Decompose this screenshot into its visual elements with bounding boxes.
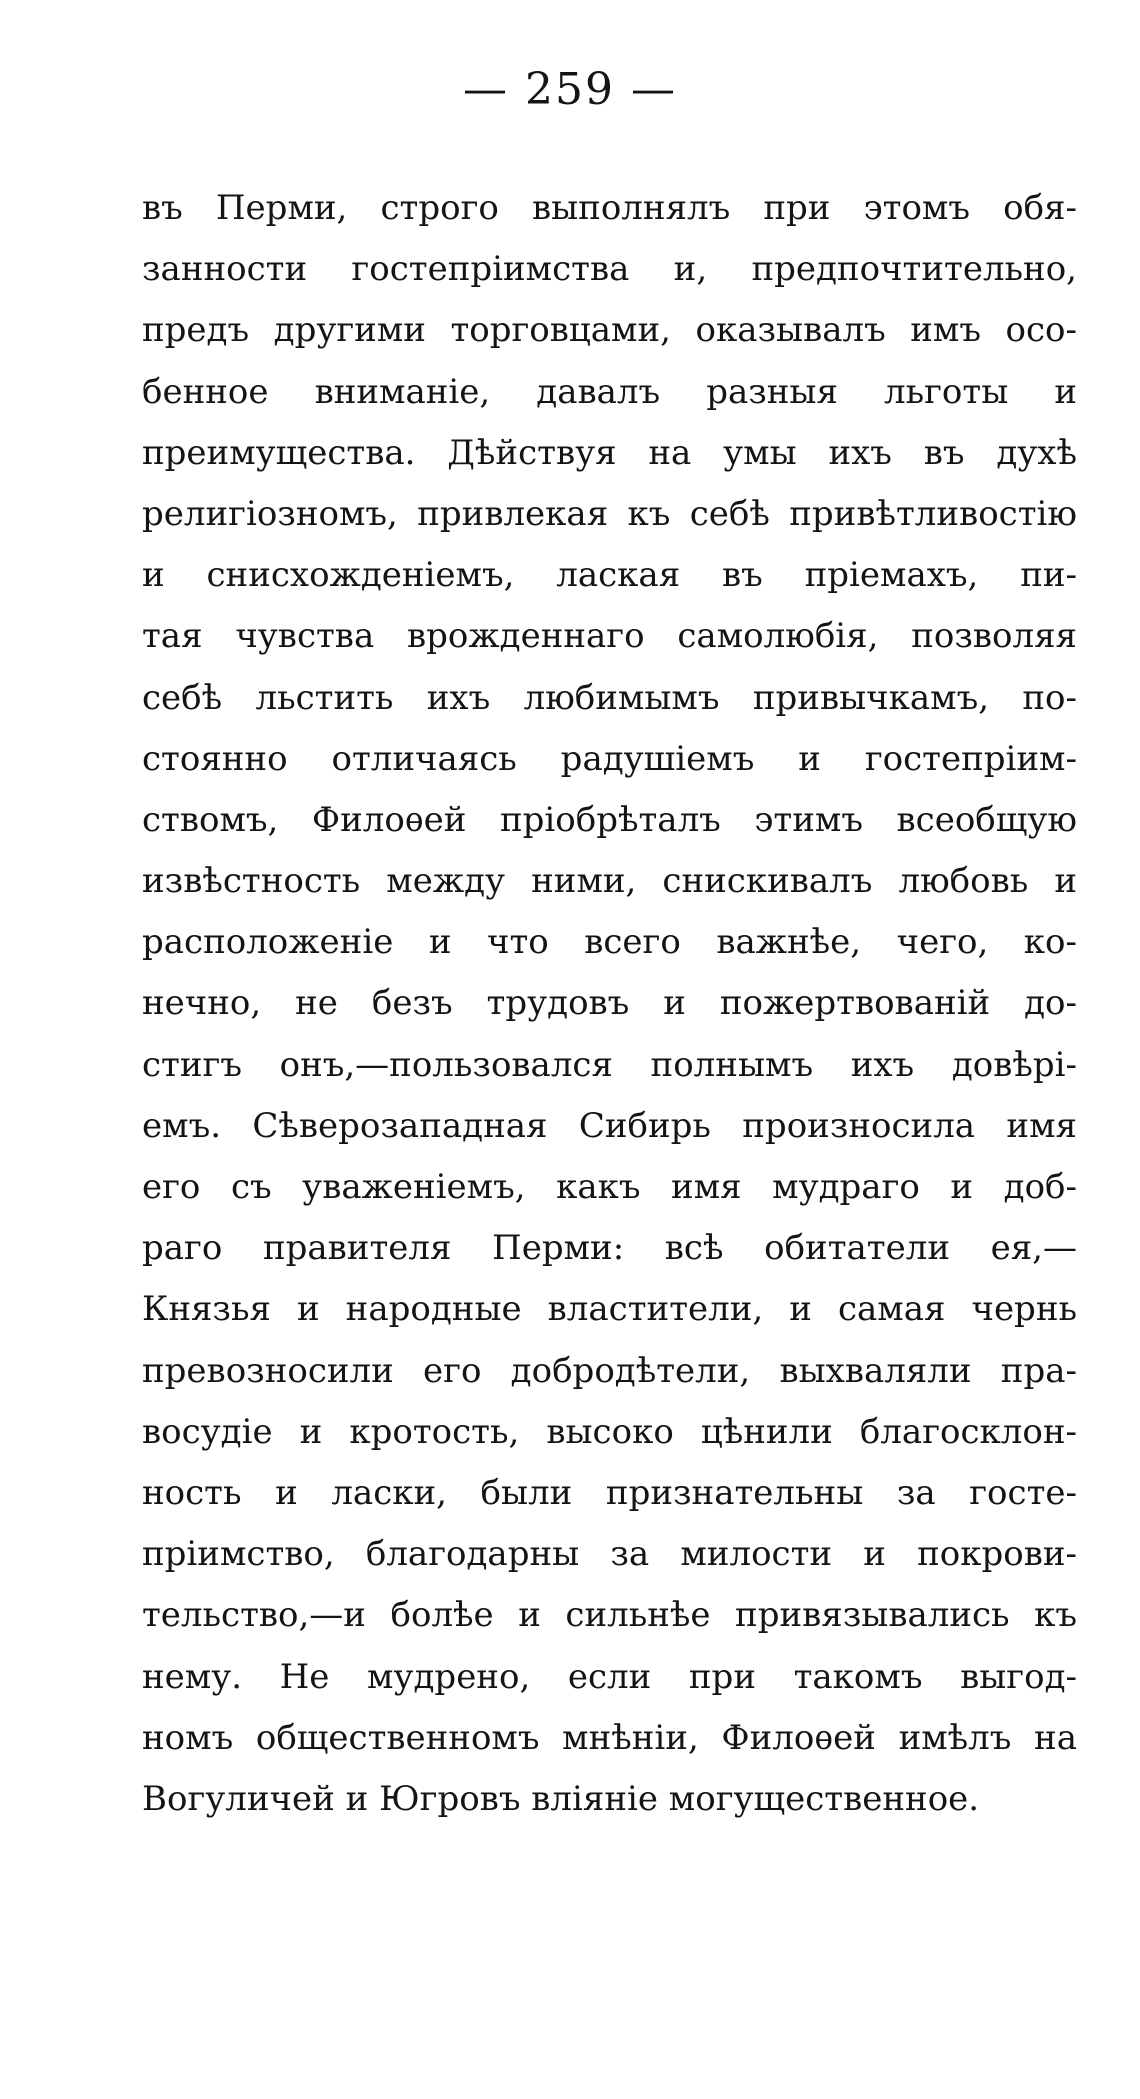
text-line: бенное вниманіе, давалъ разныя льготы и <box>142 371 1077 412</box>
text-line: превозносили его добродѣтели, выхваляли пра- <box>142 1350 1077 1391</box>
text-line: Вогуличей и Югровъ вліяніе могущественное. <box>142 1778 980 1819</box>
text-line: стигъ онъ,—пользовался полнымъ ихъ довѣрі- <box>142 1044 1077 1085</box>
text-line: стоянно отличаясь радушіемъ и гостепріим- <box>142 738 1077 779</box>
text-line: раго правителя Перми: всѣ обитатели ея,— <box>142 1228 1077 1269</box>
page-number: — 259 — <box>463 64 677 115</box>
text-line: пріимство, благодарны за милости и покрови- <box>142 1534 1077 1575</box>
text-line: Князья и народные властители, и самая чернь <box>142 1289 1077 1330</box>
text-line: восудіе и кротость, высоко цѣнили благосклон- <box>142 1411 1077 1452</box>
text-line: ность и ласки, были признательны за госте- <box>142 1472 1077 1513</box>
text-line: религіозномъ, привлекая къ себѣ привѣтливостію <box>142 493 1077 534</box>
text-line: нему. Не мудрено, если при такомъ выгод- <box>142 1656 1077 1697</box>
text-line: номъ общественномъ мнѣніи, Филоѳей имѣлъ на <box>142 1717 1077 1758</box>
text-line: ствомъ, Филоѳей пріобрѣталъ этимъ всеобщую <box>142 799 1077 840</box>
text-line: въ Перми, строго выполнялъ при этомъ обя- <box>142 188 1077 228</box>
text-line: расположеніе и что всего важнѣе, чего, ко- <box>142 922 1077 963</box>
text-line: извѣстность между ними, снискивалъ любовь и <box>142 861 1077 902</box>
text-line: тельство,—и болѣе и сильнѣе привязывались къ <box>142 1595 1077 1636</box>
text-line: занности гостепріимства и, предпочтительно, <box>142 249 1077 290</box>
body-text <box>142 178 1077 1830</box>
text-line: его съ уваженіемъ, какъ имя мудраго и доб- <box>142 1167 1077 1207</box>
text-line: преимущества. Дѣйствуя на умы ихъ въ духѣ <box>142 432 1077 473</box>
text-line: емъ. Сѣверозападная Сибирь произносила имя <box>142 1105 1077 1146</box>
text-line: нечно, не безъ трудовъ и пожертвованій до- <box>142 983 1077 1024</box>
text-line: тая чувства врожденнаго самолюбія, позволяя <box>142 616 1077 657</box>
text-line: и снисхожденіемъ, лаская въ пріемахъ, пи- <box>142 555 1077 596</box>
text-line: себѣ льстить ихъ любимымъ привычкамъ, по- <box>142 677 1077 718</box>
text-line: предъ другими торговцами, оказывалъ имъ осо- <box>142 310 1077 351</box>
